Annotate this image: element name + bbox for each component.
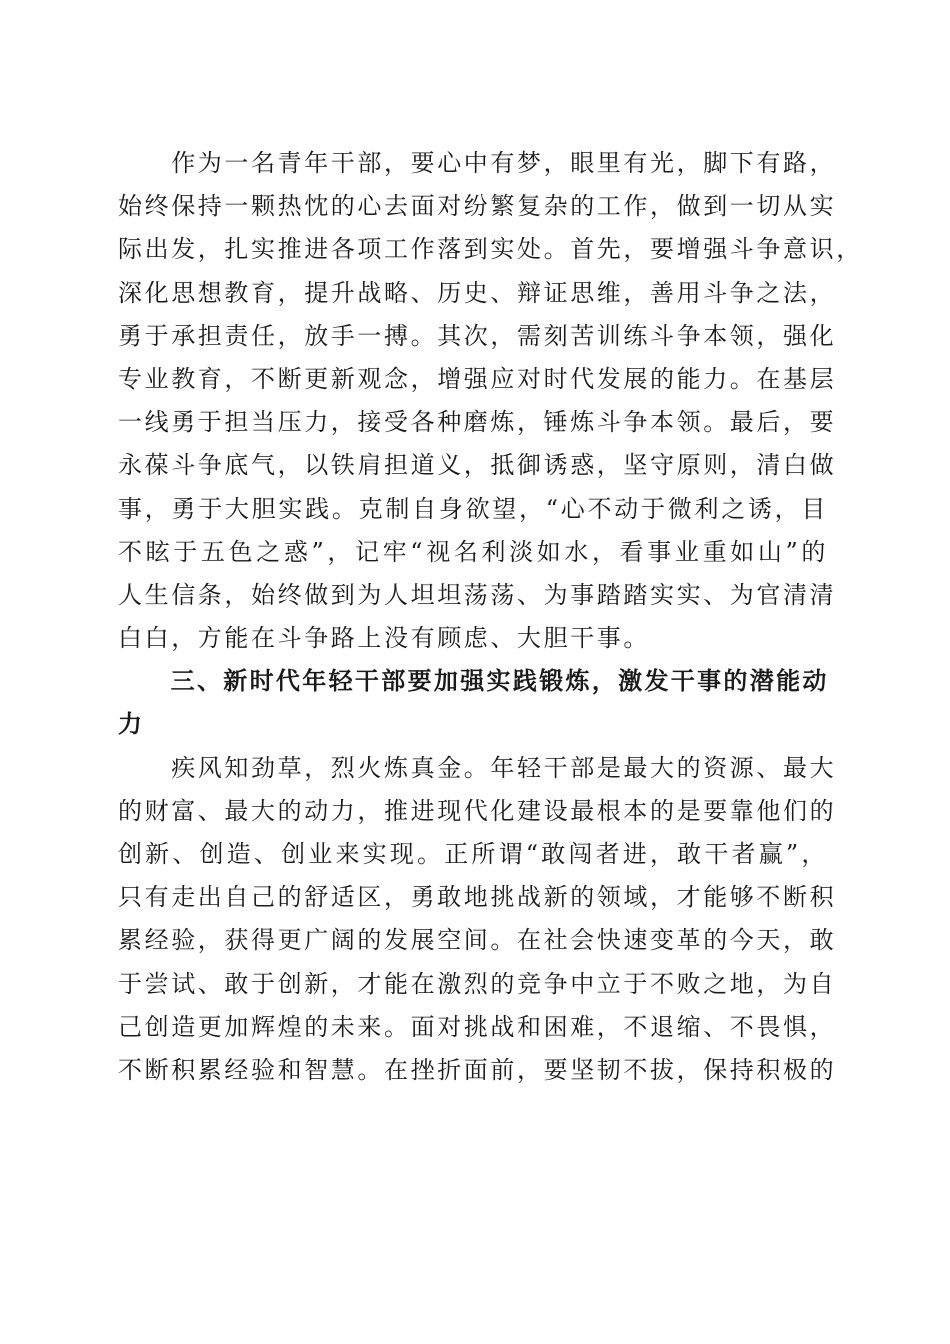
text-line: 人生信条，始终做到为人坦坦荡荡、为事踏踏实实、为官清清 <box>118 580 837 609</box>
document-body <box>118 142 863 1092</box>
text-line: 际出发，扎实推进各项工作落到实处。首先，要增强斗争意识， <box>118 235 863 264</box>
text-line: 的财富、最大的动力，推进现代化建设最根本的是要靠他们的 <box>118 796 837 825</box>
paragraph-practice-training <box>118 747 837 1093</box>
text-line: 累经验，获得更广阔的发展空间。在社会快速变革的今天，敢 <box>118 926 837 955</box>
text-line: 永葆斗争底气，以铁肩担道义，抵御诱惑，坚守原则，清白做 <box>118 451 837 480</box>
text-line: 己创造更加辉煌的未来。面对挑战和困难，不退缩、不畏惧， <box>118 1012 837 1041</box>
text-line: 始终保持一颗热忱的心去面对纷繁复杂的工作，做到一切从实 <box>118 192 837 221</box>
heading-line: 三、新时代年轻干部要加强实践锻炼，激发干事的潜能动 <box>118 667 828 696</box>
text-line: 专业教育，不断更新观念，增强应对时代发展的能力。在基层 <box>118 364 837 393</box>
text-line: 作为一名青年干部，要心中有梦，眼里有光，脚下有路， <box>118 149 837 177</box>
text-line: 不眩于五色之惑”，记牢“视名利淡如水，看事业重如山”的 <box>118 537 828 566</box>
text-line: 事，勇于大胆实践。克制自身欲望，“心不动于微利之诱，目 <box>118 494 828 523</box>
text-line: 于尝试、敢于创新，才能在激烈的竞争中立于不败之地，为自 <box>118 969 837 998</box>
text-line: 一线勇于担当压力，接受各种磨炼，锤炼斗争本领。最后，要 <box>118 408 837 437</box>
paragraph-youth-cadre-struggle <box>118 142 863 660</box>
text-line: 只有走出自己的舒适区，勇敢地挑战新的领域，才能够不断积 <box>118 883 837 912</box>
text-line: 勇于承担责任，放手一搏。其次，需刻苦训练斗争本领，强化 <box>118 321 837 350</box>
text-line: 深化思想教育，提升战略、历史、辩证思维，善用斗争之法， <box>118 278 837 307</box>
text-line: 白白，方能在斗争路上没有顾虑、大胆干事。 <box>118 624 650 653</box>
text-line: 疾风知劲草，烈火炼真金。年轻干部是最大的资源、最大 <box>118 753 837 782</box>
text-line: 创新、创造、创业来实现。正所谓“敢闯者进，敢干者赢”， <box>118 840 828 868</box>
text-line: 不断积累经验和智慧。在挫折面前，要坚韧不拔，保持积极的 <box>118 1055 837 1084</box>
section-heading-3 <box>118 660 828 746</box>
heading-line: 力 <box>118 710 144 739</box>
